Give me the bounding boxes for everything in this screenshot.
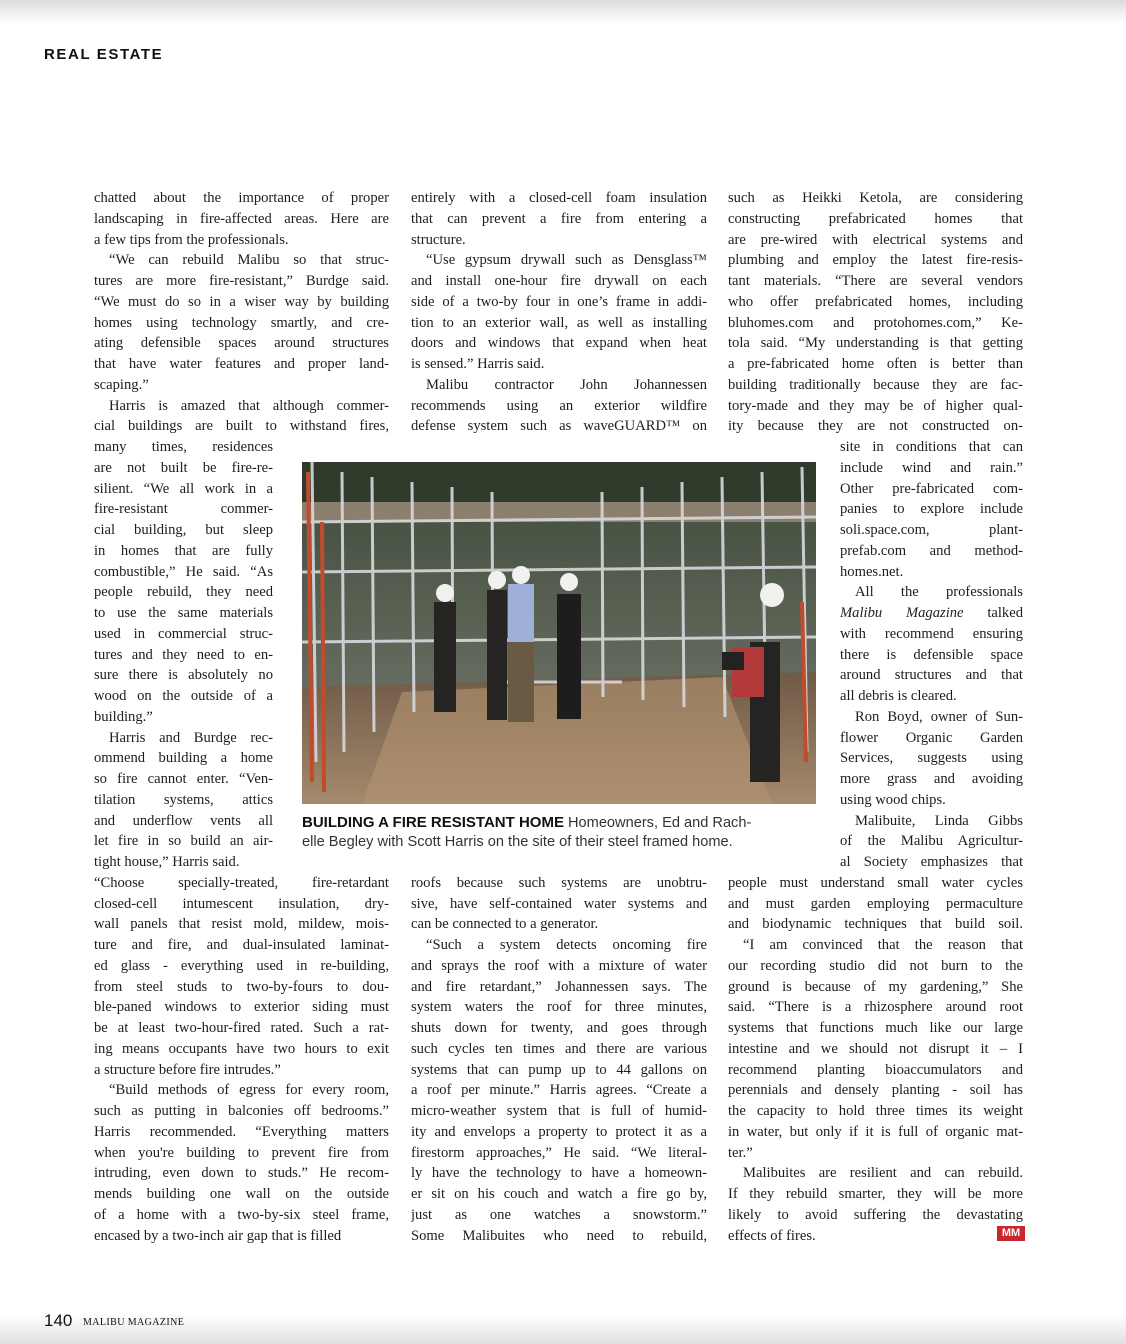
caption-title: BUILDING A FIRE RESISTANT HOME	[302, 814, 564, 831]
text-line: just as one watches a snowstorm.”	[411, 1206, 707, 1223]
text-line: tola said. “My understanding is that getting	[728, 335, 1023, 352]
text-line: is sensed.” Harris said.	[411, 356, 545, 372]
text-line: of the Malibu Agricultur-	[840, 833, 1023, 850]
text-line: intruding, even down to studs.” He recom-	[94, 1165, 389, 1182]
text-line: said. “There is a rhizosphere around root	[728, 999, 1023, 1016]
text-line: fire-resistant commer-	[94, 501, 273, 518]
text-line: tures and they need to en-	[94, 646, 273, 663]
text-line: be at least two-hour-fired rated. Such a rat-	[94, 1020, 389, 1036]
text-line: bluhomes.com and protohomes.com,” Ke-	[728, 314, 1023, 331]
text-line: wood on the outside of a	[94, 688, 273, 704]
text-line: prefab.com and method-	[840, 542, 1023, 559]
text-line: that can prevent a fire from entering a	[411, 210, 707, 227]
text-line: structure.	[411, 231, 466, 248]
text-line: tant materials. “There are several vendors	[728, 273, 1023, 289]
text-line: a roof per minute.” Harris agrees. “Create a	[411, 1082, 707, 1099]
text-line: the capacity to hold three times its weight	[728, 1103, 1023, 1119]
text-line: plumbing and employ the latest fire-resis-	[728, 252, 1023, 269]
text-line: soli.space.com, plant-	[840, 522, 1023, 538]
text-line: “We can rebuild Malibu so that struc-	[109, 252, 389, 269]
text-line: that have water features and proper land-	[94, 356, 389, 372]
text-line: cial buildings are built to withstand fires,	[94, 418, 389, 435]
text-line: in homes that are fully	[94, 542, 273, 559]
text-line: intestine and we should not disrupt it – I	[728, 1040, 1023, 1057]
text-line: building traditionally because they are fac-	[728, 376, 1023, 393]
steel-frame-photo	[302, 462, 816, 804]
text-line: Harris is amazed that although commer-	[109, 397, 389, 414]
text-line: ing means occupants have two hours to exit	[94, 1040, 389, 1057]
top-shadow	[0, 0, 1126, 24]
text-line: ture and fire, and dual-insulated laminat-	[94, 937, 389, 953]
text-line: ble-paned windows to exterior siding must	[94, 999, 389, 1016]
text-line: panies to explore include	[840, 501, 1023, 518]
text-line: firestorm approaches,” He said. “We literal-	[411, 1144, 707, 1161]
text-line: to use the same materials	[94, 605, 273, 621]
page-number: 140	[44, 1311, 73, 1330]
text-line: recommends using an exterior wildfire	[411, 397, 707, 414]
text-line: mends building one wall on the outside	[94, 1186, 389, 1202]
text-line: there is defensible space	[840, 646, 1023, 663]
text-line: Harris recommended. “Everything matters	[94, 1123, 389, 1140]
text-line: include wind and rain.”	[840, 459, 1023, 476]
text-line: system waters the roof for three minutes,	[411, 999, 707, 1016]
text-line: “We must do so in a wiser way by building	[94, 293, 389, 310]
text-line: micro-weather system that is full of humid-	[411, 1103, 707, 1119]
text-line: “Build methods of egress for every room,	[109, 1082, 389, 1099]
end-mark-badge: MM	[997, 1226, 1025, 1241]
text-line: homes using technology smartly, and cre-	[94, 314, 389, 331]
text-line: tion to an exterior wall, as well as installing	[411, 314, 707, 331]
text-line: a pre-fabricated home often is better than	[728, 356, 1023, 372]
text-line: many times, residences	[94, 439, 273, 455]
text-line: homes.net.	[840, 563, 904, 580]
text-line: combustible,” He said. “As	[94, 563, 273, 580]
text-line: shuts down for twenty, and goes through	[411, 1020, 707, 1036]
text-line: Malibu contractor John Johannessen	[426, 376, 707, 393]
text-line: site in conditions that can	[840, 439, 1023, 455]
text-line: ed glass - everything used in re-building,	[94, 957, 389, 974]
text-line: of a home with a two-by-six steel frame,	[94, 1206, 389, 1223]
text-line: “Choose specially-treated, fire-retardant	[94, 874, 389, 891]
text-line: a structure before fire intrudes.”	[94, 1061, 281, 1078]
text-line: perennials and densely planting - soil has	[728, 1082, 1023, 1099]
text-line: “Such a system detects oncoming fire	[426, 937, 707, 953]
text-line: encased by a two-inch air gap that is filled	[94, 1227, 342, 1244]
text-line: such cycles ten times and there are various	[411, 1040, 707, 1057]
section-title: REAL ESTATE	[44, 46, 164, 63]
text-line: Malibuites are resilient and can rebuild.	[743, 1165, 1023, 1182]
text-line: systems that functions much like our large	[728, 1020, 1023, 1036]
text-line: all debris is cleared.	[840, 688, 957, 704]
text-line: and must garden employing permaculture	[728, 895, 1023, 912]
text-line: ground is because of my gardening,” She	[728, 978, 1023, 995]
text-line: such as putting in balconies off bedrooms.”	[94, 1103, 389, 1119]
text-line: entirely with a closed-cell foam insulation	[411, 190, 707, 206]
construction-site-illustration	[302, 462, 816, 804]
text-line: let fire in so build an air-	[94, 833, 273, 850]
text-line: Some Malibuites who need to rebuild,	[411, 1227, 707, 1244]
magazine-name: MALIBU MAGAZINE	[83, 1317, 185, 1328]
text-line: ter.”	[728, 1144, 753, 1161]
text-line: around structures and that	[840, 667, 1023, 684]
text-line: al Society emphasizes that	[840, 854, 1023, 870]
text-line: ity because they are not constructed on-	[728, 418, 1023, 435]
text-line: effects of fires.	[728, 1227, 816, 1244]
text-line: and fire retardant,” Johannessen says. The	[411, 978, 707, 995]
caption-line	[302, 813, 816, 833]
text-line: such as Heikki Ketola, are considering	[728, 190, 1023, 206]
text-line: flower Organic Garden	[840, 729, 1023, 746]
text-line: Ron Boyd, owner of Sun-	[855, 708, 1023, 725]
text-line: If they rebuild smarter, they will be more	[728, 1186, 1023, 1202]
text-line: in water, but only if it is full of organic mat-	[728, 1123, 1023, 1140]
text-line: from steel studs to two-by-fours to dou-	[94, 978, 389, 995]
text-line: systems that can pump up to 44 gallons on	[411, 1061, 707, 1078]
text-line: ating defensible spaces around structures	[94, 335, 389, 352]
text-line: Services, suggests using	[840, 750, 1023, 767]
text-line: cial building, but sleep	[94, 522, 273, 538]
text-line: and biodynamic techniques that build soil.	[728, 916, 1023, 933]
text-line: and underflow vents all	[94, 812, 273, 829]
text-line: a few tips from the professionals.	[94, 231, 289, 248]
text-line: when you're building to prevent fire from	[94, 1144, 389, 1161]
text-line: landscaping in fire-affected areas. Here are	[94, 210, 389, 227]
text-line: our recording studio did not burn to the	[728, 957, 1023, 974]
text-line: All the professionals	[855, 584, 1023, 601]
caption-text: Homeowners, Ed and Rach-	[563, 815, 752, 831]
text-line: Harris and Burdge rec-	[109, 729, 273, 746]
text-line: silient. “We all work in a	[94, 480, 273, 497]
text-line: who offer prefabricated homes, including	[728, 293, 1023, 310]
text-line: tight house,” Harris said.	[94, 854, 240, 870]
text-line: with recommend ensuring	[840, 625, 1023, 642]
photo-caption	[302, 813, 816, 852]
text-line: used in commercial struc-	[94, 625, 273, 642]
text-line: recommend planting bioaccumulators and	[728, 1061, 1023, 1078]
text-line: using wood chips.	[840, 791, 946, 808]
text-line: Malibu Magazine talked	[840, 605, 1023, 621]
text-line: ly have the technology to have a homeown-	[411, 1165, 707, 1182]
text-line: are pre-wired with electrical systems and	[728, 231, 1023, 248]
text-line: tilation systems, attics	[94, 791, 273, 808]
text-line: Malibuite, Linda Gibbs	[855, 812, 1023, 829]
text-line: are not built be fire-re-	[94, 459, 273, 476]
text-line: people rebuild, they need	[94, 584, 273, 601]
text-line: er sit on his couch and watch a fire go by,	[411, 1186, 707, 1202]
text-line: wall panels that resist mold, mildew, mois-	[94, 916, 389, 933]
text-line: roofs because such systems are unobtru-	[411, 874, 707, 891]
text-line: can be connected to a generator.	[411, 916, 599, 933]
text-line: ity and envelops a property to protect it as a	[411, 1123, 707, 1140]
text-line: sure there is absolutely no	[94, 667, 273, 684]
text-line: Other pre-fabricated com-	[840, 480, 1023, 497]
text-line: constructing prefabricated homes that	[728, 210, 1023, 227]
text-line: likely to avoid suffering the devastating	[728, 1206, 1023, 1223]
text-line: scaping.”	[94, 376, 149, 393]
text-line: “Use gypsum drywall such as Densglass™	[426, 252, 707, 269]
text-line: building.”	[94, 708, 153, 725]
text-line: doors and windows that expand when heat	[411, 335, 707, 352]
caption-line: elle Begley with Scott Harris on the site of their steel framed home.	[302, 834, 733, 850]
text-line: chatted about the importance of proper	[94, 190, 389, 206]
text-line: and sprays the roof with a mixture of water	[411, 957, 707, 974]
text-line: closed-cell intumescent insulation, dry-	[94, 895, 389, 912]
text-line: side of a two-by four in one’s frame in addi-	[411, 293, 707, 310]
text-line: more grass and avoiding	[840, 771, 1023, 787]
text-line: tures are more fire-resistant,” Burdge said.	[94, 273, 389, 289]
text-line: so fire cannot enter. “Ven-	[94, 771, 273, 787]
text-line: “I am convinced that the reason that	[743, 937, 1023, 953]
text-line: sive, have self-contained water systems and	[411, 895, 707, 912]
text-line: people must understand small water cycles	[728, 874, 1023, 891]
text-line: and install one-hour fire drywall on each	[411, 273, 707, 289]
text-line: defense system such as waveGUARD™ on	[411, 418, 707, 435]
text-line: ommend building a home	[94, 750, 273, 767]
text-line: tory-made and they may be of higher qual-	[728, 397, 1023, 414]
